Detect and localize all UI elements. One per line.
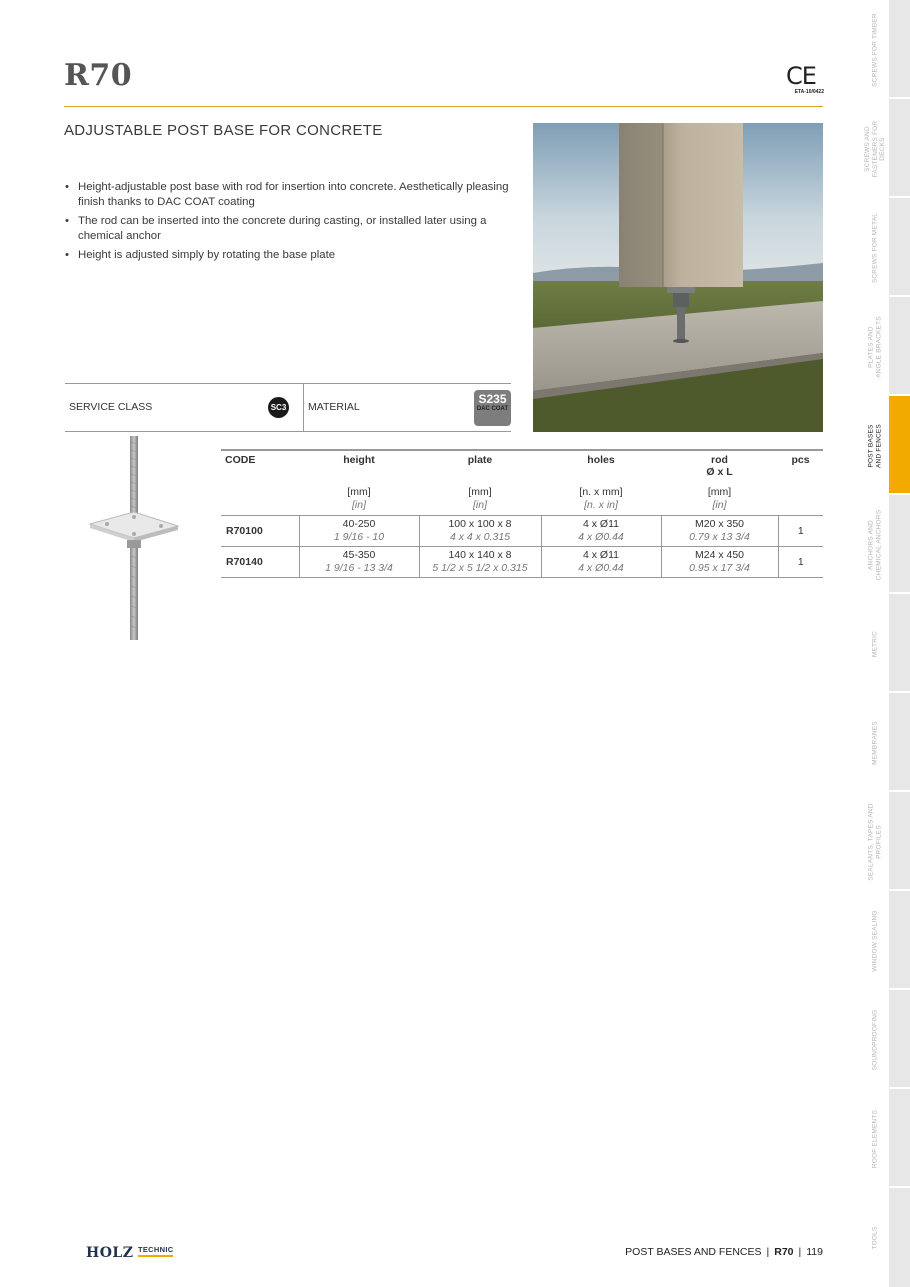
sidebar-tab-anchors[interactable]: ANCHORS AND CHEMICAL ANCHORS: [861, 495, 910, 594]
sidebar-tab-screws-for-decks[interactable]: SCREWS AND FASTENERS FOR DECKS: [861, 99, 910, 198]
sidebar-tab-roof-elements[interactable]: ROOF ELEMENTS: [861, 1089, 910, 1188]
logo-sub-text: TECHNIC: [138, 1245, 173, 1257]
row-holes: 4 x Ø11 4 x Ø0.44: [541, 547, 661, 578]
row-rod: M24 x 450 0.95 x 17 3/4: [661, 547, 778, 578]
product-code-title: R70: [64, 58, 133, 93]
row-holes: 4 x Ø11 4 x Ø0.44: [541, 516, 661, 547]
sidebar-tab-sealants[interactable]: SEALANTS, TAPES AND PROFILES: [861, 792, 910, 891]
unit-cell-plate: [mm] [in]: [419, 478, 541, 516]
column-header-holes: holes: [541, 450, 661, 478]
unit-cell-height: [mm] [in]: [299, 478, 419, 516]
column-header-plate: plate: [419, 450, 541, 478]
unit-cell-holes: [n. x mm] [n. x in]: [541, 478, 661, 516]
footer-code: R70: [774, 1246, 794, 1258]
sidebar-tab-screws-for-metal[interactable]: SCREWS FOR METAL: [861, 198, 910, 297]
row-plate: 100 x 100 x 8 4 x 4 x 0.315: [419, 516, 541, 547]
sidebar-tab-plates-brackets[interactable]: PLATES AND ANGLE BRACKETS: [861, 297, 910, 396]
ce-mark-icon: CE: [786, 62, 816, 90]
unit-cell-empty: [221, 478, 299, 516]
page-number: 119: [806, 1246, 823, 1258]
section-sidebar: [861, 0, 910, 1287]
header-divider: [64, 106, 823, 107]
column-header-rod: [661, 450, 778, 478]
info-bar-top-rule: [65, 383, 511, 384]
info-bar-divider: [303, 384, 304, 431]
row-rod: M20 x 350 0.79 x 13 3/4: [661, 516, 778, 547]
table-row: [221, 516, 823, 547]
table-row: [221, 547, 823, 578]
feature-list: [64, 180, 514, 267]
column-header-code: CODE: [221, 450, 299, 478]
row-pcs: 1: [778, 516, 823, 547]
sidebar-tab-post-bases[interactable]: POST BASES AND FENCES: [861, 396, 910, 495]
row-pcs: 1: [778, 547, 823, 578]
sidebar-tab-soundproofing[interactable]: SOUNDPROOFING: [861, 990, 910, 1089]
sidebar-tab-metric[interactable]: METRIC: [861, 594, 910, 693]
service-class-badge: SC3: [268, 397, 289, 418]
material-grade: S235: [478, 392, 507, 406]
info-bar-bottom-rule: [65, 431, 511, 432]
row-code: R70100: [221, 516, 299, 547]
sidebar-tab-membranes[interactable]: MEMBRANES: [861, 693, 910, 792]
material-badge: [474, 390, 511, 426]
page-footer: POST BASES AND FENCES | R70 | 119: [625, 1246, 823, 1258]
product-photo: [533, 123, 823, 432]
feature-item: • The rod can be inserted into the concrete during casting, or installed later using a chemical anchor: [64, 214, 514, 244]
product-subtitle: ADJUSTABLE POST BASE FOR CONCRETE: [64, 122, 383, 139]
sidebar-tab-window-sealing[interactable]: WINDOW SEALING: [861, 891, 910, 990]
rod-header-sub: Ø x L: [706, 466, 733, 478]
unit-cell-rod: [mm] [in]: [661, 478, 778, 516]
feature-item: • Height-adjustable post base with rod for insertion into concrete. Aesthetically pleasing finish thanks to DAC COAT coating: [64, 180, 514, 210]
logo-main-text: HOLZ: [86, 1245, 134, 1261]
rod-header-label: rod: [711, 454, 728, 466]
product-drawing: [85, 436, 185, 640]
sidebar-tab-tools[interactable]: TOOLS: [861, 1188, 910, 1287]
unit-cell-pcs: [778, 478, 823, 516]
material-label: MATERIAL: [308, 401, 360, 413]
column-header-height: height: [299, 450, 419, 478]
brand-logo: [86, 1244, 174, 1262]
material-coating: DAC COAT: [476, 406, 509, 412]
sidebar-tab-screws-for-timber[interactable]: SCREWS FOR TIMBER: [861, 0, 910, 99]
specification-table: [221, 449, 823, 578]
row-plate: 140 x 140 x 8 5 1/2 x 5 1/2 x 0.315: [419, 547, 541, 578]
eta-code: ETA-10/0422: [794, 89, 824, 95]
footer-section: POST BASES AND FENCES: [625, 1246, 762, 1258]
row-height: 40-250 1 9/16 - 10: [299, 516, 419, 547]
column-header-pcs: pcs: [778, 450, 823, 478]
service-class-label: SERVICE CLASS: [69, 401, 153, 413]
row-code: R70140: [221, 547, 299, 578]
feature-item: • Height is adjusted simply by rotating the base plate: [64, 248, 514, 263]
row-height: 45-350 1 9/16 - 13 3/4: [299, 547, 419, 578]
